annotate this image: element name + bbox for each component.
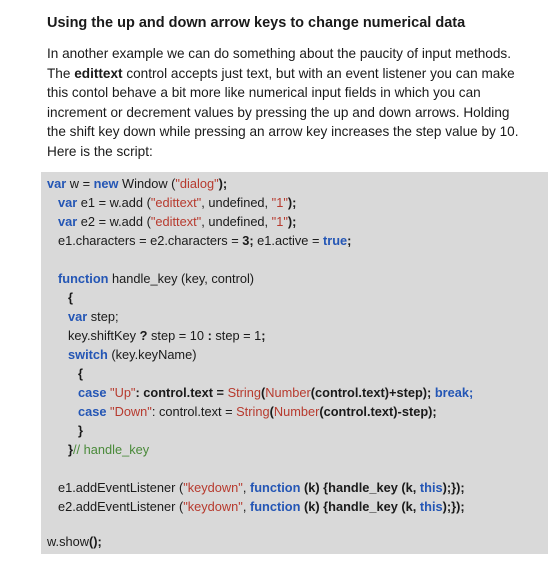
code-line: }	[78, 423, 83, 438]
code-line: var w = new Window ("dialog");	[47, 176, 228, 191]
code-line: e2.addEventListener ("keydown", function (k) {handle_key (k, this);});	[58, 499, 465, 514]
paragraph-line: Here is the script:	[47, 143, 153, 159]
code-line: case "Down": control.text = String(Number(control.text)-step);	[78, 404, 437, 419]
paragraph-line: increment or decrement values by pressing the up and down arrows. Holding	[47, 104, 510, 120]
code-line: {	[78, 366, 83, 381]
paragraph-line: the shift key down while pressing an arrow key increases the step value by 10.	[47, 124, 519, 140]
paragraph-line: this contol behave a bit more like numerical input fields in which you can	[47, 85, 481, 101]
code-line: case "Up": control.text = String(Number(control.text)+step); break;	[78, 385, 474, 400]
code-line: w.show();	[47, 534, 102, 549]
code-line: }// handle_key	[68, 442, 150, 457]
code-block	[41, 172, 548, 554]
code-line: var step;	[68, 309, 119, 324]
code-line: e1.characters = e2.characters = 3; e1.active = true;	[58, 233, 352, 248]
code-line: var e1 = w.add ("edittext", undefined, "1");	[58, 195, 297, 210]
code-line: function handle_key (key, control)	[58, 271, 255, 286]
edittext-term: edittext	[74, 65, 123, 81]
code-line: var e2 = w.add ("edittext", undefined, "1");	[58, 214, 297, 229]
code-line: e1.addEventListener ("keydown", function (k) {handle_key (k, this);});	[58, 480, 465, 495]
code-line: {	[68, 290, 73, 305]
code-line: switch (key.keyName)	[68, 347, 197, 362]
section-heading: Using the up and down arrow keys to change numerical data	[47, 15, 466, 31]
paragraph-line: In another example we can do something about the paucity of input methods.	[47, 46, 511, 61]
code-line: key.shiftKey ? step = 10 : step = 1;	[68, 328, 266, 343]
code-comment: // handle_key	[72, 442, 150, 457]
paragraph-line: The edittext control accepts just text, but with an event listener you can make	[47, 65, 515, 81]
intro-paragraph	[47, 44, 547, 162]
